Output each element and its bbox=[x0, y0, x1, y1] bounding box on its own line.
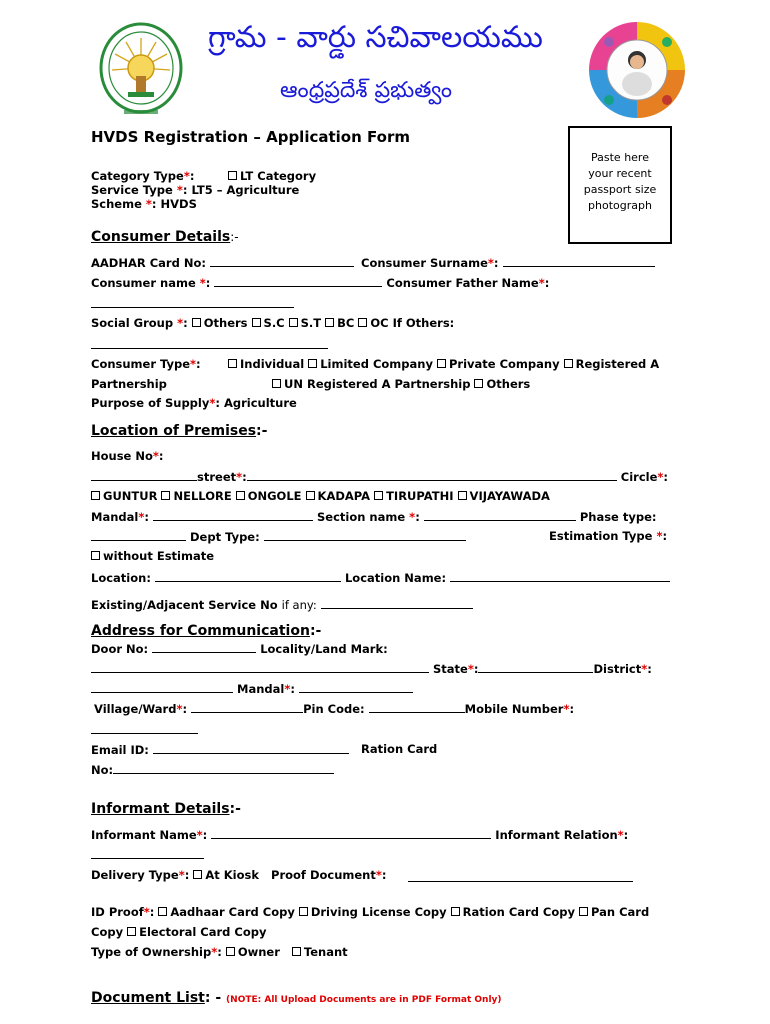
type-others-checkbox[interactable] bbox=[474, 379, 483, 388]
email-row: Email ID: bbox=[91, 742, 349, 757]
locality-input[interactable] bbox=[91, 661, 429, 673]
delivery-type-row: Delivery Type*: At Kiosk Proof Document*: bbox=[91, 868, 387, 882]
aadhar-row: AADHAR Card No: bbox=[91, 255, 354, 270]
mandal-section-row: Mandal*: Section name *: Phase type: bbox=[91, 510, 657, 524]
section-input[interactable] bbox=[424, 509, 576, 521]
proof-blank-row bbox=[408, 870, 633, 885]
location-heading: Location of Premises:- bbox=[91, 423, 268, 439]
scheme-row: Scheme *: HVDS bbox=[91, 197, 197, 211]
form-title: HVDS Registration – Application Form bbox=[91, 128, 410, 146]
purpose-row: Purpose of Supply*: Agriculture bbox=[91, 396, 297, 410]
consumer-type-row: Consumer Type*: bbox=[91, 357, 201, 371]
aadhar-input[interactable] bbox=[210, 255, 354, 267]
address-heading: Address for Communication:- bbox=[91, 623, 322, 639]
aadhaar-copy-checkbox[interactable] bbox=[158, 907, 167, 916]
village-input[interactable] bbox=[191, 701, 303, 713]
type-limited-checkbox[interactable] bbox=[308, 359, 317, 368]
electoral-card-checkbox[interactable] bbox=[127, 927, 136, 936]
at-kiosk-checkbox[interactable] bbox=[193, 870, 202, 879]
door-no-input[interactable] bbox=[152, 641, 256, 653]
partnership-label: Partnership bbox=[91, 377, 167, 391]
informant-name-row: Informant Name*: Informant Relation*: bbox=[91, 828, 629, 842]
informant-relation-input[interactable] bbox=[91, 847, 204, 859]
circle-guntur-checkbox[interactable] bbox=[91, 491, 100, 500]
estimation-type-row: Estimation Type *: bbox=[549, 529, 668, 543]
circle-ongole-checkbox[interactable] bbox=[236, 491, 245, 500]
circle-nellore-checkbox[interactable] bbox=[161, 491, 170, 500]
circle-vijayawada-checkbox[interactable] bbox=[458, 491, 467, 500]
consumer-name-input[interactable] bbox=[214, 275, 382, 287]
lt-category-checkbox[interactable] bbox=[228, 171, 237, 180]
id-proof-row: ID Proof*: Aadhaar Card Copy Driving License Copy Ration Card Copy Pan Card bbox=[91, 905, 650, 919]
ration-no-row: No: bbox=[91, 762, 334, 777]
state-input[interactable] bbox=[478, 661, 593, 673]
existing-service-input[interactable] bbox=[321, 597, 473, 609]
mandal-row: Mandal*: bbox=[91, 681, 413, 696]
location-input[interactable] bbox=[155, 570, 341, 582]
pan-card-checkbox[interactable] bbox=[579, 907, 588, 916]
photo-box[interactable] bbox=[568, 126, 672, 244]
mandal-input[interactable] bbox=[153, 509, 313, 521]
ration-card-copy-checkbox[interactable] bbox=[451, 907, 460, 916]
surname-input[interactable] bbox=[503, 255, 655, 267]
location-name-input[interactable] bbox=[450, 570, 670, 582]
photo-text-line2: your recent bbox=[588, 167, 652, 180]
document-list-heading: Document List: - (NOTE: All Upload Documents are in PDF Format Only) bbox=[91, 990, 502, 1006]
pin-code-input[interactable] bbox=[369, 701, 465, 713]
state-district-row: State*: District*: bbox=[91, 661, 652, 676]
mobile-blank-row bbox=[91, 722, 198, 737]
proof-document-input[interactable] bbox=[408, 870, 633, 882]
dept-type-input[interactable] bbox=[264, 529, 466, 541]
pdf-note: (NOTE: All Upload Documents are in PDF Format Only) bbox=[226, 995, 502, 1005]
mobile-number-input[interactable] bbox=[91, 722, 198, 734]
village-pin-row: Village/Ward*: Pin Code: Mobile Number*: bbox=[94, 702, 575, 716]
address-mandal-input[interactable] bbox=[299, 681, 413, 693]
existing-service-row: Existing/Adjacent Service No if any: bbox=[91, 597, 473, 612]
location-row: Location: Location Name: bbox=[91, 570, 670, 585]
phase-type-input[interactable] bbox=[91, 529, 186, 541]
social-others-input[interactable] bbox=[91, 337, 328, 349]
street-input[interactable] bbox=[247, 469, 617, 481]
photo-text-line1: Paste here bbox=[591, 151, 649, 164]
scheme-badge bbox=[587, 20, 687, 120]
consumer-name-row: Consumer name *: Consumer Father Name*: bbox=[91, 276, 550, 290]
social-others-checkbox[interactable] bbox=[192, 318, 201, 327]
tenant-checkbox[interactable] bbox=[292, 947, 301, 956]
social-oc-checkbox[interactable] bbox=[358, 318, 367, 327]
father-name-input[interactable] bbox=[91, 296, 294, 308]
circle-tirupathi-checkbox[interactable] bbox=[374, 491, 383, 500]
photo-text-line4: photograph bbox=[588, 199, 652, 212]
social-others-blank-row bbox=[91, 337, 328, 352]
type-registered-checkbox[interactable] bbox=[564, 359, 573, 368]
dept-type-row: Dept Type: bbox=[91, 529, 466, 544]
door-locality-row: Door No: Locality/Land Mark: bbox=[91, 642, 388, 656]
service-type-row: Service Type *: LT5 – Agriculture bbox=[91, 183, 300, 197]
ownership-row: Type of Ownership*: Owner Tenant bbox=[91, 945, 348, 959]
ap-government-seal bbox=[98, 22, 184, 120]
district-input[interactable] bbox=[91, 681, 233, 693]
ration-card-input[interactable] bbox=[113, 762, 334, 774]
social-group-row: Social Group *: Others S.C S.T BC OC If Others: bbox=[91, 316, 455, 330]
informant-heading: Informant Details:- bbox=[91, 801, 241, 817]
photo-text-line3: passport size bbox=[583, 183, 657, 196]
circle-options-row: GUNTUR NELLORE ONGOLE KADAPA TIRUPATHI VIJAYAWADA bbox=[91, 489, 550, 503]
id-proof-row-2: Copy Electoral Card Copy bbox=[91, 925, 267, 939]
driving-license-checkbox[interactable] bbox=[299, 907, 308, 916]
type-private-checkbox[interactable] bbox=[437, 359, 446, 368]
informant-name-input[interactable] bbox=[211, 827, 491, 839]
subtitle-telugu: ఆంధ్రప్రదేశ్ ప్రభుత్వం bbox=[280, 78, 453, 103]
without-estimate-option[interactable]: without Estimate bbox=[91, 549, 214, 563]
category-type-row: Category Type*: bbox=[91, 169, 195, 183]
consumer-details-heading: Consumer Details:- bbox=[91, 229, 239, 245]
circle-kadapa-checkbox[interactable] bbox=[306, 491, 315, 500]
surname-row: Consumer Surname*: bbox=[361, 255, 655, 270]
social-bc-checkbox[interactable] bbox=[325, 318, 334, 327]
father-name-blank-row bbox=[91, 296, 294, 311]
house-no-input[interactable] bbox=[91, 469, 197, 481]
social-sc-checkbox[interactable] bbox=[252, 318, 261, 327]
lt-category-option[interactable]: LT Category bbox=[228, 169, 316, 183]
social-st-checkbox[interactable] bbox=[289, 318, 298, 327]
consumer-type-options: Individual Limited Company Private Company Registered A bbox=[228, 357, 659, 371]
title-telugu: గ్రామ - వార్డు సచివాలయము bbox=[208, 20, 543, 55]
without-estimate-checkbox[interactable] bbox=[91, 551, 100, 560]
type-unregistered-checkbox[interactable] bbox=[272, 379, 281, 388]
house-no-row: House No*: bbox=[91, 449, 164, 463]
street-circle-row: street*: Circle*: bbox=[91, 469, 668, 484]
email-input[interactable] bbox=[153, 742, 349, 754]
type-individual-checkbox[interactable] bbox=[228, 359, 237, 368]
ration-card-label: Ration Card bbox=[361, 742, 438, 756]
owner-checkbox[interactable] bbox=[226, 947, 235, 956]
consumer-type-options-2: UN Registered A Partnership Others bbox=[272, 377, 530, 391]
relation-blank-row bbox=[91, 847, 204, 862]
